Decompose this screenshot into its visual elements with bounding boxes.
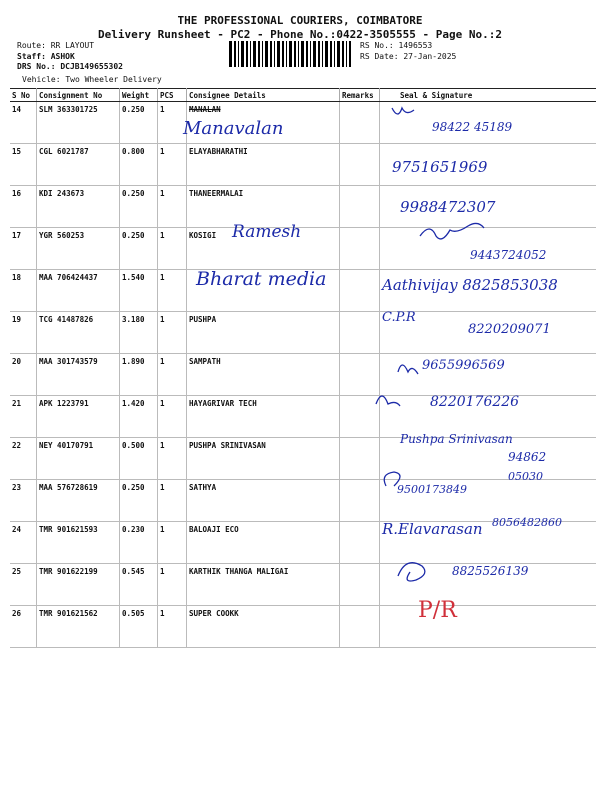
cell-sno: 21 xyxy=(10,396,37,438)
cell-sno: 15 xyxy=(10,144,37,186)
cell-consignment: TMR 901621593 xyxy=(37,522,120,564)
cell-sno: 24 xyxy=(10,522,37,564)
col-remarks: Remarks xyxy=(340,89,380,102)
staff-label: Staff: ASHOK xyxy=(17,51,75,61)
cell-weight: 0.505 xyxy=(120,606,158,648)
cell-sno: 20 xyxy=(10,354,37,396)
handwriting-r17-phone: 9443724052 xyxy=(470,248,547,262)
col-consignment: Consignment No xyxy=(37,89,120,102)
cell-weight: 0.250 xyxy=(120,228,158,270)
cell-consignment: TMR 901622199 xyxy=(37,564,120,606)
cell-consignment: SLM 363301725 xyxy=(37,102,120,144)
cell-consignee: PUSHPA xyxy=(187,312,340,354)
cell-pcs: 1 xyxy=(158,480,187,522)
handwriting-r19-phone: 8220209071 xyxy=(468,322,551,337)
rs-number: RS No.: 1496553 xyxy=(360,41,433,50)
cell-pcs: 1 xyxy=(158,144,187,186)
col-pcs: PCS xyxy=(158,89,187,102)
cell-sno: 22 xyxy=(10,438,37,480)
cell-consignment: TCG 41487826 xyxy=(37,312,120,354)
vehicle-label: Vehicle: Two Wheeler Delivery xyxy=(22,75,162,84)
cell-pcs: 1 xyxy=(158,396,187,438)
cell-consignment: KDI 243673 xyxy=(37,186,120,228)
handwriting-r24-phone: 8056482860 xyxy=(492,516,562,529)
handwriting-r16-phone: 9988472307 xyxy=(400,198,496,216)
cell-consignment: CGL 6021787 xyxy=(37,144,120,186)
cell-sno: 19 xyxy=(10,312,37,354)
cell-consignee: HAYAGRIVAR TECH xyxy=(187,396,340,438)
handwriting-r21-phone: 8220176226 xyxy=(430,394,520,410)
company-title: THE PROFESSIONAL COURIERS, COIMBATORE xyxy=(177,14,423,27)
cell-consignee: KOSIGI xyxy=(187,228,340,270)
cell-sno: 14 xyxy=(10,102,37,144)
cell-consignee: ELAYABHARATHI xyxy=(187,144,340,186)
cell-pcs: 1 xyxy=(158,102,187,144)
cell-weight: 1.540 xyxy=(120,270,158,312)
handwriting-r25-phone: 8825526139 xyxy=(452,564,529,578)
cell-consignment: TMR 901621562 xyxy=(37,606,120,648)
cell-sno: 17 xyxy=(10,228,37,270)
cell-weight: 0.545 xyxy=(120,564,158,606)
route-label: Route: RR LAYOUT xyxy=(17,41,95,50)
cell-pcs: 1 xyxy=(158,270,187,312)
cell-weight: 0.230 xyxy=(120,522,158,564)
cell-pcs: 1 xyxy=(158,186,187,228)
cell-consignee: BALOAJI ECO xyxy=(187,522,340,564)
cell-sno: 25 xyxy=(10,564,37,606)
handwriting-r26-mark: P/R xyxy=(418,598,457,623)
cell-pcs: 1 xyxy=(158,354,187,396)
handwriting-r23-num: 05030 xyxy=(508,470,543,483)
cell-weight: 1.420 xyxy=(120,396,158,438)
cell-consignee: SUPER COOKK xyxy=(187,606,340,648)
col-signature: Seal & Signature xyxy=(380,89,597,102)
handwriting-aathivijay: Aathivijay 8825853038 xyxy=(382,276,558,294)
cell-weight: 0.250 xyxy=(120,480,158,522)
cell-weight: 3.180 xyxy=(120,312,158,354)
scribble-14 xyxy=(392,108,414,114)
cell-consignment: MAA 576728619 xyxy=(37,480,120,522)
cell-consignment: APK 1223791 xyxy=(37,396,120,438)
scribble-25 xyxy=(398,563,425,581)
cell-pcs: 1 xyxy=(158,228,187,270)
handwriting-manavalan: Manavalan xyxy=(183,118,284,139)
cell-consignment: MAA 706424437 xyxy=(37,270,120,312)
cell-sno: 18 xyxy=(10,270,37,312)
handwriting-r23-phone: 9500173849 xyxy=(397,483,467,496)
cell-weight: 0.250 xyxy=(120,102,158,144)
scribble-17 xyxy=(420,223,484,238)
scribble-23 xyxy=(384,472,400,486)
scribble-20 xyxy=(398,365,418,374)
cell-consignee: SATHYA xyxy=(187,480,340,522)
cell-consignment: NEY 40170791 xyxy=(37,438,120,480)
cell-sno: 26 xyxy=(10,606,37,648)
cell-consignment: MAA 301743579 xyxy=(37,354,120,396)
cell-pcs: 1 xyxy=(158,438,187,480)
handwriting-r20-phone: 9655996569 xyxy=(422,358,505,373)
cell-pcs: 1 xyxy=(158,564,187,606)
cell-consignment: YGR 560253 xyxy=(37,228,120,270)
cell-weight: 0.250 xyxy=(120,186,158,228)
cell-consignee: KARTHIK THANGA MALIGAI xyxy=(187,564,340,606)
cell-pcs: 1 xyxy=(158,312,187,354)
cell-consignee: PUSHPA SRINIVASAN xyxy=(187,438,340,480)
handwriting-r19-sig: C.P.R xyxy=(382,310,416,325)
cell-pcs: 1 xyxy=(158,522,187,564)
handwriting-bharat-media: Bharat media xyxy=(196,268,327,290)
handwriting-r14-phone: 98422 45189 xyxy=(432,120,513,134)
drs-number: DRS No.: DCJB149655302 xyxy=(17,62,123,71)
rs-date: RS Date: 27-Jan-2025 xyxy=(360,51,457,61)
handwriting-r15-phone: 9751651969 xyxy=(392,158,488,176)
col-consignee: Consignee Details xyxy=(187,89,340,102)
cell-weight: 0.500 xyxy=(120,438,158,480)
runsheet-title: Delivery Runsheet - PC2 - Phone No.:0422-3505555 - Page No.:2 xyxy=(98,28,502,41)
scribble-21 xyxy=(376,396,400,406)
col-weight: Weight xyxy=(120,89,158,102)
cell-weight: 1.890 xyxy=(120,354,158,396)
cell-pcs: 1 xyxy=(158,606,187,648)
handwriting-r22-sig: Pushpa Srinivasan xyxy=(400,432,513,446)
cell-sno: 23 xyxy=(10,480,37,522)
handwriting-ramesh: Ramesh xyxy=(232,222,302,242)
handwriting-r24-sig: R.Elavarasan xyxy=(382,520,483,538)
col-sno: S No xyxy=(10,89,37,102)
handwriting-r22-num: 94862 xyxy=(508,450,547,464)
cell-weight: 0.800 xyxy=(120,144,158,186)
cell-consignee: MANALAN xyxy=(187,102,340,144)
cell-sno: 16 xyxy=(10,186,37,228)
cell-consignee: THANEERMALAI xyxy=(187,186,340,228)
cell-consignee: SAMPATH xyxy=(187,354,340,396)
